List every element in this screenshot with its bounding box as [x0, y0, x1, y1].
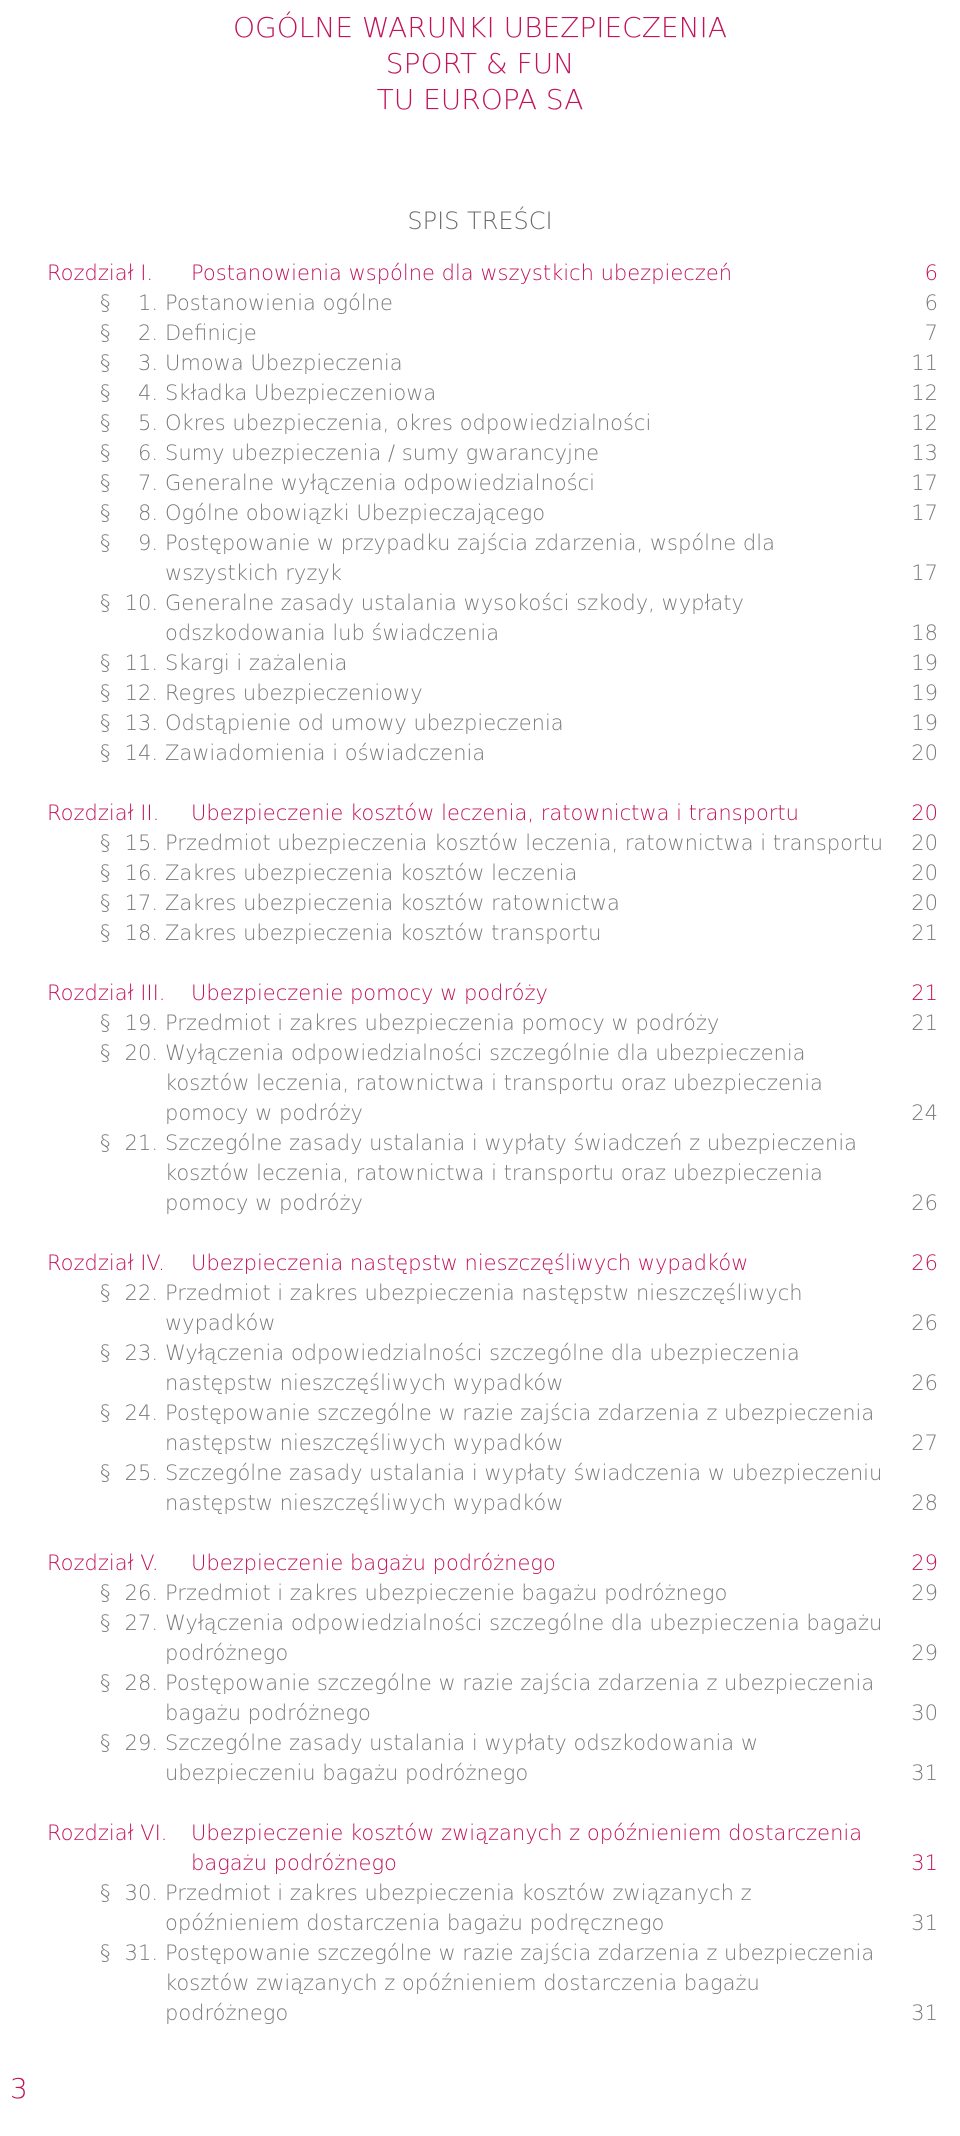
section-entry[interactable]	[0, 588, 960, 648]
section-entry[interactable]	[0, 1128, 960, 1218]
section-sign-icon: §	[100, 1941, 111, 1965]
section-sign-icon: §	[100, 1671, 111, 1695]
section-entry[interactable]	[0, 1008, 960, 1038]
section-sign-icon: §	[100, 1401, 111, 1425]
section-title: Szczególne zasady ustalania i wypłaty świadczenia w ubezpieczeniu następstw nieszczęśliwych wypadków	[165, 1461, 883, 1515]
section-page-number: 26	[911, 1191, 938, 1215]
section-title: Przedmiot i zakres ubezpieczenia następstw nieszczęśliwych wypadków	[165, 1281, 803, 1335]
section-number: 17.	[124, 891, 158, 915]
chapter-entry[interactable]	[0, 1248, 960, 1278]
chapter-label: Rozdział III.	[47, 981, 166, 1005]
section-sign-icon: §	[100, 861, 111, 885]
chapter-label: Rozdział V.	[47, 1551, 159, 1575]
section-title: Zakres ubezpieczenia kosztów transportu	[165, 921, 602, 945]
section-sign-icon: §	[100, 741, 111, 765]
section-title: Przedmiot i zakres ubezpieczenia kosztów związanych z opóźnieniem dostarczenia bagażu podręcznego	[165, 1881, 752, 1935]
section-title: Zawiadomienia i oświadczenia	[165, 741, 486, 765]
section-page-number: 19	[911, 651, 938, 675]
section-page-number: 11	[911, 351, 938, 375]
section-sign-icon: §	[100, 351, 111, 375]
section-number: 8.	[137, 501, 158, 525]
section-page-number: 20	[911, 861, 938, 885]
section-sign-icon: §	[100, 291, 111, 315]
toc-chapter	[0, 1818, 960, 2028]
section-title: Postępowanie szczególne w razie zajścia zdarzenia z ubezpieczenia bagażu podróżnego	[165, 1671, 875, 1725]
section-title: Generalne zasady ustalania wysokości szkody, wypłaty odszkodowania lub świadczenia	[165, 591, 744, 645]
section-sign-icon: §	[100, 471, 111, 495]
section-page-number: 17	[911, 471, 938, 495]
section-page-number: 24	[911, 1101, 938, 1125]
section-title: Generalne wyłączenia odpowiedzialności	[165, 471, 595, 495]
section-entry[interactable]	[0, 648, 960, 678]
section-title: Ogólne obowiązki Ubezpieczającego	[165, 501, 546, 525]
chapter-label: Rozdział VI.	[47, 1821, 168, 1845]
section-entry[interactable]	[0, 438, 960, 468]
chapter-entry[interactable]	[0, 798, 960, 828]
section-sign-icon: §	[100, 321, 111, 345]
section-entry[interactable]	[0, 528, 960, 588]
section-entry[interactable]	[0, 1338, 960, 1398]
section-sign-icon: §	[100, 891, 111, 915]
section-number: 9.	[137, 531, 158, 555]
section-number: 12.	[124, 681, 158, 705]
section-title: Przedmiot i zakres ubezpieczenia pomocy w podróży	[165, 1011, 720, 1035]
section-sign-icon: §	[100, 1731, 111, 1755]
section-page-number: 20	[911, 831, 938, 855]
section-page-number: 29	[911, 1641, 938, 1665]
section-sign-icon: §	[100, 1461, 111, 1485]
section-title: Okres ubezpieczenia, okres odpowiedzialności	[165, 411, 652, 435]
section-number: 10.	[124, 591, 158, 615]
section-title: Przedmiot ubezpieczenia kosztów leczenia, ratownictwa i transportu	[165, 831, 884, 855]
section-page-number: 26	[911, 1371, 938, 1395]
section-number: 5.	[137, 411, 158, 435]
chapter-page-number: 20	[911, 801, 938, 825]
section-page-number: 30	[911, 1701, 938, 1725]
section-sign-icon: §	[100, 591, 111, 615]
section-title: Definicje	[165, 321, 257, 345]
section-title: Zakres ubezpieczenia kosztów leczenia	[165, 861, 578, 885]
section-entry[interactable]	[0, 498, 960, 528]
section-entry[interactable]	[0, 1578, 960, 1608]
section-entry[interactable]	[0, 378, 960, 408]
section-number: 24.	[124, 1401, 158, 1425]
section-number: 19.	[124, 1011, 158, 1035]
section-number: 2.	[137, 321, 158, 345]
section-page-number: 21	[911, 1011, 938, 1035]
section-number: 16.	[124, 861, 158, 885]
section-entry[interactable]	[0, 678, 960, 708]
section-sign-icon: §	[100, 921, 111, 945]
section-entry[interactable]	[0, 468, 960, 498]
section-title: Postępowanie szczególne w razie zajścia zdarzenia z ubezpieczenia kosztów związanych z opóźnieniem dostarczenia bagażu podróżnego	[165, 1941, 875, 2025]
chapter-page-number: 21	[911, 981, 938, 1005]
section-sign-icon: §	[100, 711, 111, 735]
section-number: 25.	[124, 1461, 158, 1485]
chapter-label: Rozdział II.	[47, 801, 160, 825]
section-page-number: 31	[911, 1911, 938, 1935]
chapter-title: Ubezpieczenie pomocy w podróży	[191, 981, 548, 1005]
toc-chapter	[0, 798, 960, 948]
section-title: Skargi i zażalenia	[165, 651, 348, 675]
toc-chapter	[0, 1548, 960, 1788]
page-number: 3	[10, 2072, 28, 2105]
section-page-number: 19	[911, 711, 938, 735]
table-of-contents	[0, 258, 960, 2058]
chapter-page-number: 29	[911, 1551, 938, 1575]
section-entry[interactable]	[0, 348, 960, 378]
section-page-number: 17	[911, 501, 938, 525]
section-page-number: 27	[911, 1431, 938, 1455]
section-page-number: 6	[924, 291, 938, 315]
section-entry[interactable]	[0, 318, 960, 348]
section-page-number: 12	[911, 381, 938, 405]
document-title	[0, 10, 960, 118]
section-page-number: 17	[911, 561, 938, 585]
section-title: Wyłączenia odpowiedzialności szczególne dla ubezpieczenia następstw nieszczęśliwych wypadków	[165, 1341, 800, 1395]
section-title: Wyłączenia odpowiedzialności szczególnie dla ubezpieczenia kosztów leczenia, ratownictwa i transportu oraz ubezpieczenia pomocy w podróży	[165, 1041, 823, 1125]
section-number: 3.	[137, 351, 158, 375]
section-number: 22.	[124, 1281, 158, 1305]
section-sign-icon: §	[100, 1611, 111, 1635]
section-entry[interactable]	[0, 408, 960, 438]
section-number: 30.	[124, 1881, 158, 1905]
section-sign-icon: §	[100, 501, 111, 525]
section-number: 18.	[124, 921, 158, 945]
section-page-number: 28	[911, 1491, 938, 1515]
section-number: 29.	[124, 1731, 158, 1755]
section-entry[interactable]	[0, 1608, 960, 1668]
section-entry[interactable]	[0, 1668, 960, 1728]
section-number: 28.	[124, 1671, 158, 1695]
section-title: Składka Ubezpieczeniowa	[165, 381, 437, 405]
chapter-entry[interactable]	[0, 1818, 960, 1878]
chapter-entry[interactable]	[0, 1548, 960, 1578]
section-entry[interactable]	[0, 1728, 960, 1788]
section-page-number: 20	[911, 891, 938, 915]
chapter-title: Ubezpieczenie kosztów leczenia, ratownictwa i transportu	[191, 801, 799, 825]
section-sign-icon: §	[100, 651, 111, 675]
section-title: Postępowanie w przypadku zajścia zdarzenia, wspólne dla wszystkich ryzyk	[165, 531, 775, 585]
section-entry[interactable]	[0, 828, 960, 858]
section-number: 11.	[124, 651, 158, 675]
section-sign-icon: §	[100, 1281, 111, 1305]
section-page-number: 13	[911, 441, 938, 465]
section-number: 26.	[124, 1581, 158, 1605]
section-page-number: 20	[911, 741, 938, 765]
section-sign-icon: §	[100, 1581, 111, 1605]
section-number: 6.	[137, 441, 158, 465]
chapter-entry[interactable]	[0, 978, 960, 1008]
section-number: 20.	[124, 1041, 158, 1065]
title-line: TU EUROPA SA	[376, 83, 584, 116]
section-entry[interactable]	[0, 288, 960, 318]
chapter-entry[interactable]	[0, 258, 960, 288]
section-page-number: 26	[911, 1311, 938, 1335]
section-entry[interactable]	[0, 858, 960, 888]
toc-chapter	[0, 978, 960, 1218]
section-sign-icon: §	[100, 1041, 111, 1065]
section-title: Umowa Ubezpieczenia	[165, 351, 403, 375]
section-page-number: 31	[911, 2001, 938, 2025]
toc-chapter	[0, 258, 960, 768]
section-page-number: 21	[911, 921, 938, 945]
section-number: 27.	[124, 1611, 158, 1635]
section-sign-icon: §	[100, 411, 111, 435]
section-entry[interactable]	[0, 1878, 960, 1938]
section-sign-icon: §	[100, 1341, 111, 1365]
section-sign-icon: §	[100, 681, 111, 705]
section-entry[interactable]	[0, 918, 960, 948]
section-entry[interactable]	[0, 888, 960, 918]
section-title: Sumy ubezpieczenia / sumy gwarancyjne	[165, 441, 600, 465]
section-title: Postępowanie szczególne w razie zajścia zdarzenia z ubezpieczenia następstw nieszczęśliwych wypadków	[165, 1401, 875, 1455]
chapter-page-number: 6	[924, 261, 938, 285]
toc-chapter	[0, 1248, 960, 1518]
section-page-number: 12	[911, 411, 938, 435]
section-number: 1.	[137, 291, 158, 315]
section-sign-icon: §	[100, 1131, 111, 1155]
chapter-page-number: 26	[911, 1251, 938, 1275]
section-title: Wyłączenia odpowiedzialności szczególne dla ubezpieczenia bagażu podróżnego	[165, 1611, 883, 1665]
section-sign-icon: §	[100, 441, 111, 465]
section-page-number: 31	[911, 1761, 938, 1785]
section-title: Postanowienia ogólne	[165, 291, 393, 315]
section-page-number: 19	[911, 681, 938, 705]
section-number: 13.	[124, 711, 158, 735]
chapter-title: Ubezpieczenie bagażu podróżnego	[191, 1551, 556, 1575]
section-title: Przedmiot i zakres ubezpieczenie bagażu podróżnego	[165, 1581, 728, 1605]
title-line: SPORT & FUN	[385, 47, 575, 80]
section-sign-icon: §	[100, 831, 111, 855]
section-entry[interactable]	[0, 708, 960, 738]
section-entry[interactable]	[0, 738, 960, 768]
section-entry[interactable]	[0, 1038, 960, 1128]
section-number: 21.	[124, 1131, 158, 1155]
chapter-title: Ubezpieczenie kosztów związanych z opóźnieniem dostarczenia bagażu podróżnego	[191, 1821, 863, 1875]
section-number: 14.	[124, 741, 158, 765]
section-title: Szczególne zasady ustalania i wypłaty świadczeń z ubezpieczenia kosztów leczenia, ratownictwa i transportu oraz ubezpieczenia pomocy w podróży	[165, 1131, 858, 1215]
section-number: 7.	[137, 471, 158, 495]
chapter-title: Postanowienia wspólne dla wszystkich ubezpieczeń	[191, 261, 733, 285]
chapter-title: Ubezpieczenia następstw nieszczęśliwych wypadków	[191, 1251, 749, 1275]
section-entry[interactable]	[0, 1458, 960, 1518]
section-number: 31.	[124, 1941, 158, 1965]
section-page-number: 29	[911, 1581, 938, 1605]
section-entry[interactable]	[0, 1398, 960, 1458]
section-entry[interactable]	[0, 1278, 960, 1338]
section-sign-icon: §	[100, 381, 111, 405]
chapter-label: Rozdział I.	[47, 261, 154, 285]
section-sign-icon: §	[100, 531, 111, 555]
section-number: 23.	[124, 1341, 158, 1365]
section-page-number: 18	[911, 621, 938, 645]
chapter-label: Rozdział IV.	[47, 1251, 165, 1275]
section-page-number: 7	[924, 321, 938, 345]
section-sign-icon: §	[100, 1881, 111, 1905]
section-title: Odstąpienie od umowy ubezpieczenia	[165, 711, 564, 735]
section-sign-icon: §	[100, 1011, 111, 1035]
section-title: Zakres ubezpieczenia kosztów ratownictwa	[165, 891, 620, 915]
chapter-page-number: 31	[911, 1851, 938, 1875]
section-number: 15.	[124, 831, 158, 855]
title-line: OGÓLNE WARUNKI UBEZPIECZENIA	[233, 11, 727, 44]
section-title: Regres ubezpieczeniowy	[165, 681, 423, 705]
section-number: 4.	[137, 381, 158, 405]
section-title: Szczególne zasady ustalania i wypłaty odszkodowania w ubezpieczeniu bagażu podróżnego	[165, 1731, 759, 1785]
toc-heading: SPIS TREŚCI	[407, 207, 553, 235]
section-entry[interactable]	[0, 1938, 960, 2028]
